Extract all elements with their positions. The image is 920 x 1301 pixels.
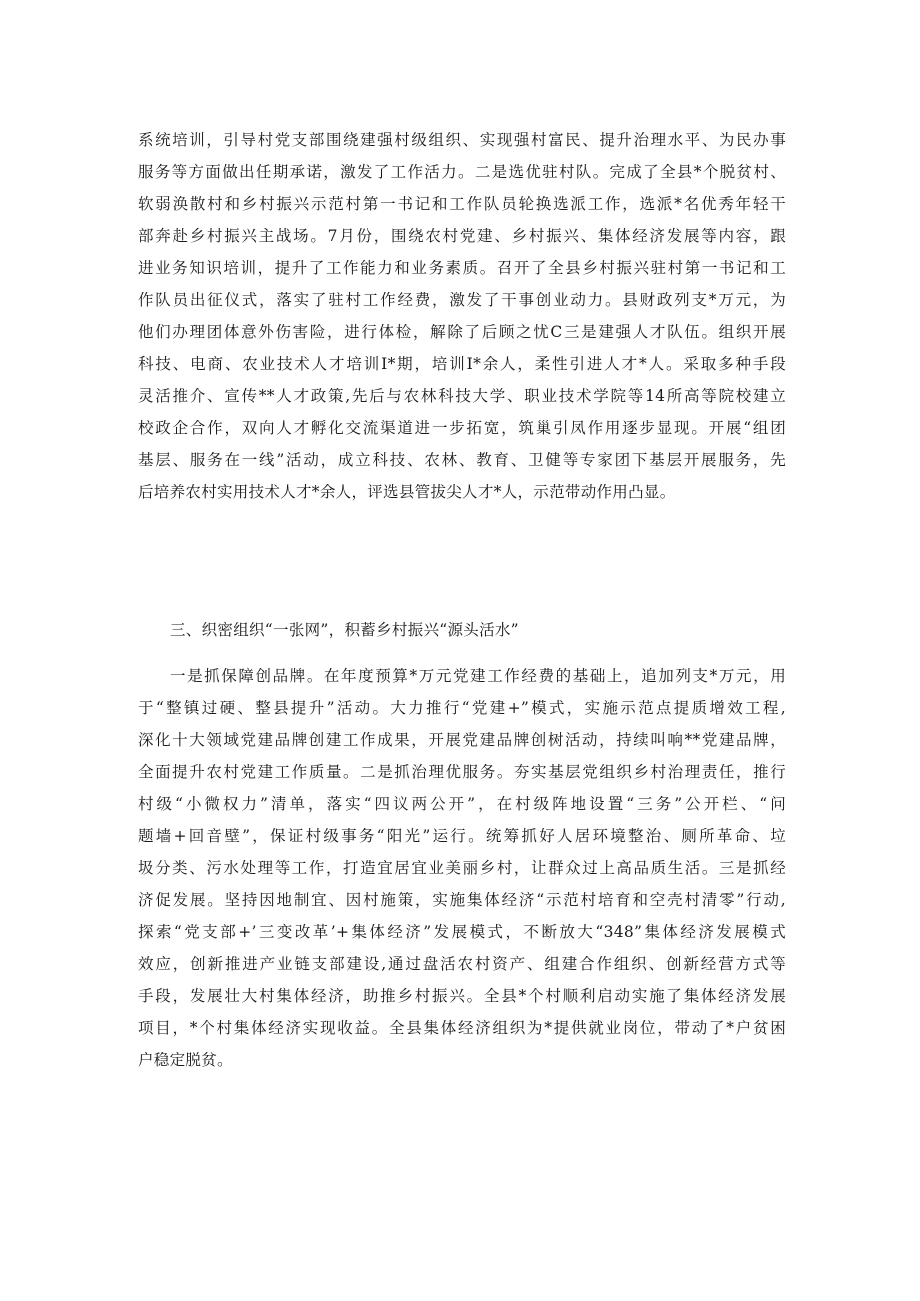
paragraph-line: 深化十大领域党建品牌创建工作成果，开展党建品牌创树活动，持续叫响**党建品牌， <box>138 731 786 749</box>
paragraph-line: 圾分类、污水处理等工作，打造宜居宜业美丽乡村，让群众过上高品质生活。三是抓经 <box>138 859 786 877</box>
paragraph-line: 村级“小微权力”清单，落实“四议两公开”，在村级阵地设置“三务”公开栏、“问 <box>138 795 786 813</box>
section-heading <box>138 614 786 646</box>
paragraph-line: 基层、服务在一线”活动，成立科技、农林、教育、卫健等专家团下基层开展服务，先 <box>138 451 786 469</box>
paragraph-line: 校政企合作，双向人才孵化交流渠道进一步拓宽，筑巢引凤作用逐步显现。开展“组团 <box>138 419 786 437</box>
paragraph-line: 题墙+回音壁”，保证村级事务“阳光”运行。统筹抓好人居环境整治、厕所革命、垃 <box>138 827 786 845</box>
paragraph-line: 项目，*个村集体经济实现收益。全县集体经济组织为*提供就业岗位，带动了*户贫困 <box>138 1019 786 1037</box>
paragraph-line: 一是抓保障创品牌。在年度预算*万元党建工作经费的基础上，追加列支*万元，用 <box>170 667 786 685</box>
paragraph-line: 户稳定脱贫。 <box>138 1051 233 1069</box>
paragraph-line: 于“整镇过硬、整县提升”活动。大力推行“党建+”模式，实施示范点提质增效工程, <box>138 699 786 717</box>
section-heading-text: 三、织密组织“一张网”，积蓄乡村振兴“源头活水” <box>170 621 519 639</box>
paragraph-line: 探索“党支部+’三变改革’+集体经济”发展模式，不断放大“348”集体经济发展模式 <box>138 923 786 941</box>
paragraph-line: 效应，创新推进产业链支部建设,通过盘活农村资产、组建合作组织、创新经营方式等 <box>138 955 786 973</box>
paragraph-line: 进业务知识培训，提升了工作能力和业务素质。召开了全县乡村振兴驻村第一书记和工 <box>138 259 786 277</box>
paragraph-line: 济促发展。坚持因地制宜、因村施策，实施集体经济“示范村培育和空壳村清零”行动, <box>138 891 786 909</box>
paragraph-line: 科技、电商、农业技术人才培训I*期，培训I*余人，柔性引进人才*人。采取多种手段 <box>138 355 786 373</box>
paragraph-line: 灵活推介、宣传**人才政策,先后与农林科技大学、职业技术学院等14所高等院校建立 <box>138 387 786 405</box>
paragraph-line: 全面提升农村党建工作质量。二是抓治理优服务。夯实基层党组织乡村治理责任，推行 <box>138 763 786 781</box>
paragraph-line: 手段，发展壮大村集体经济，助推乡村振兴。全县*个村顺利启动实施了集体经济发展 <box>138 987 786 1005</box>
paragraph-line: 服务等方面做出任期承诺，激发了工作活力。二是选优驻村队。完成了全县*个脱贫村、 <box>138 163 786 181</box>
paragraph-line: 作队员出征仪式，落实了驻村工作经费，激发了干事创业动力。县财政列支*万元，为 <box>138 291 786 309</box>
paragraph-line: 他们办理团体意外伤害险，进行体检，解除了后顾之忧C三是建强人才队伍。组织开展 <box>138 323 786 341</box>
paragraph-line: 部奔赴乡村振兴主战场。7月份，围绕农村党建、乡村振兴、集体经济发展等内容，跟 <box>138 227 786 245</box>
paragraph-line: 软弱涣散村和乡村振兴示范村第一书记和工作队员轮换选派工作，选派*名优秀年轻干 <box>138 195 786 213</box>
paragraph-talent-training <box>138 124 786 508</box>
paragraph-line: 系统培训，引导村党支部围绕建强村级组织、实现强村富民、提升治理水平、为民办事 <box>138 131 786 149</box>
paragraph-line: 后培养农村实用技术人才*余人，评选县管拔尖人才*人，示范带动作用凸显。 <box>138 483 676 501</box>
paragraph-organization-network <box>138 660 786 1076</box>
